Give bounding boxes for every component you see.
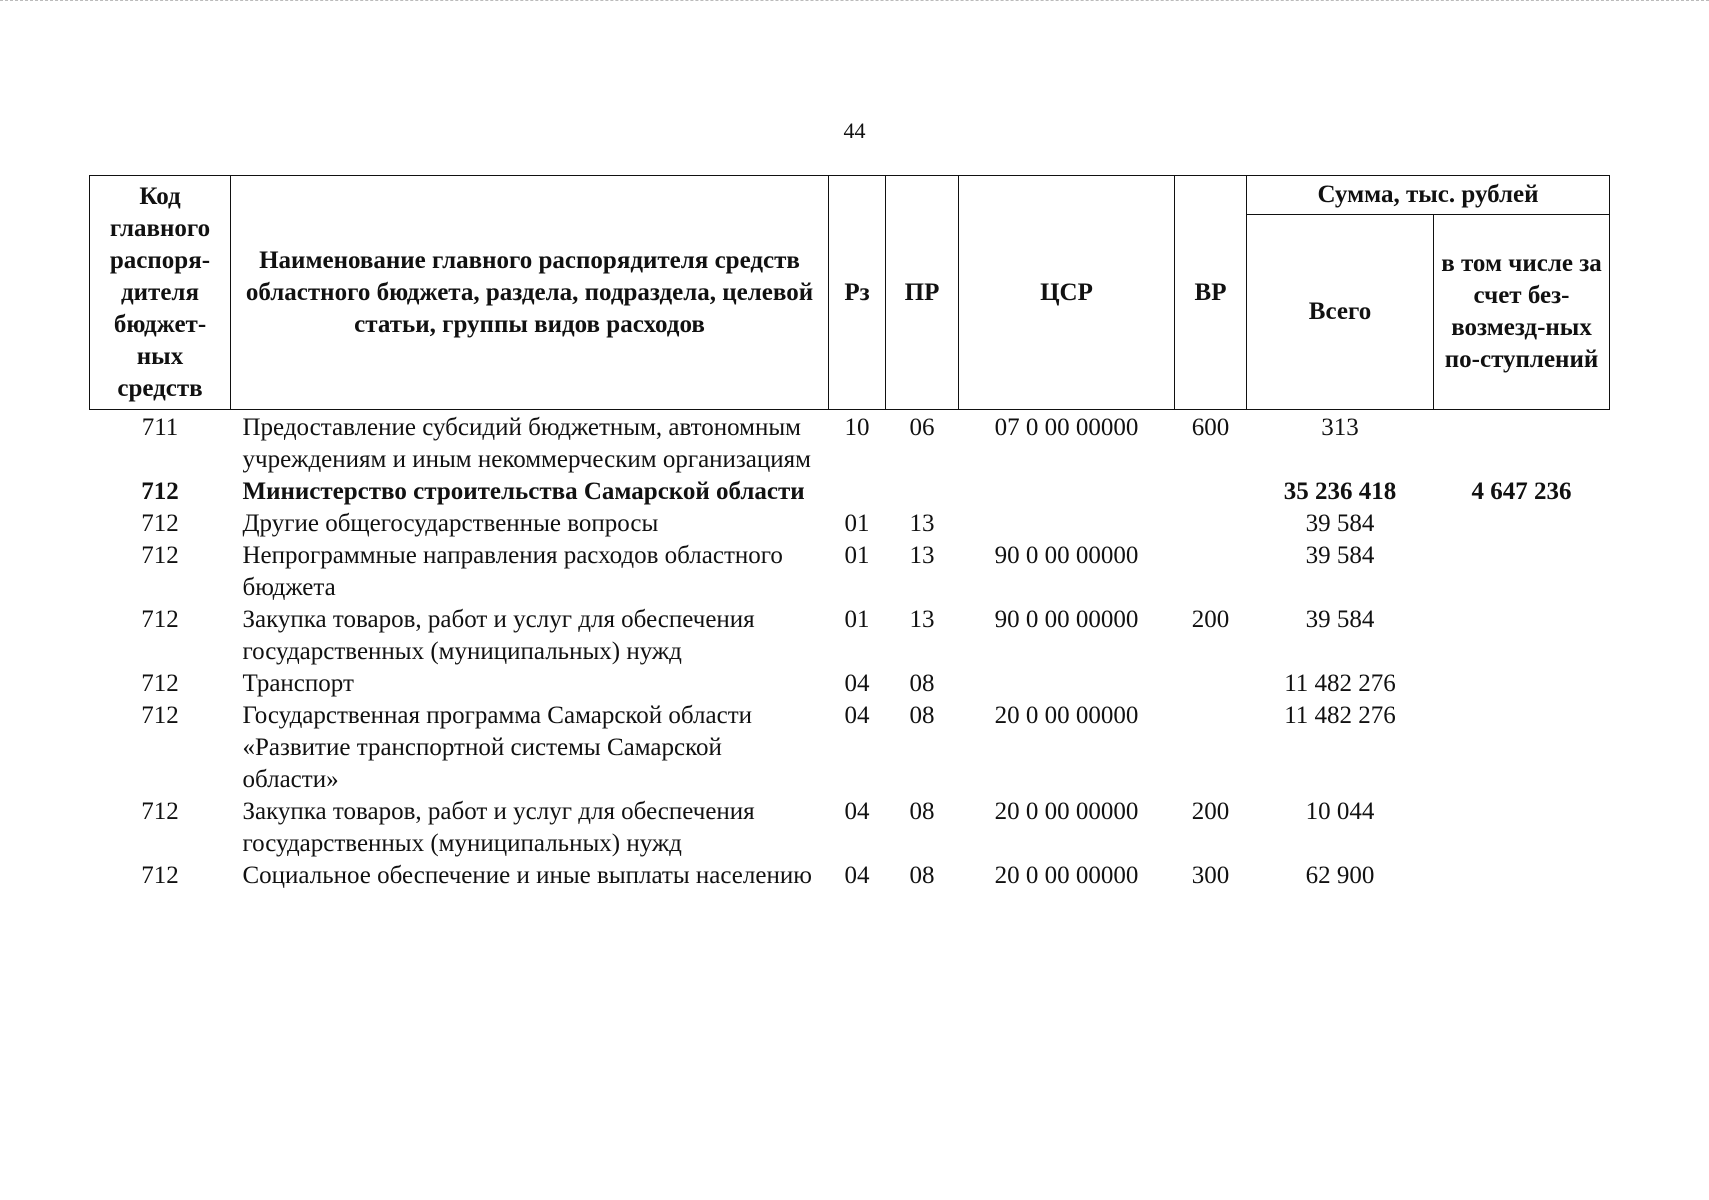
cell-grants: [1434, 410, 1610, 477]
table-row: [90, 604, 1610, 668]
cell-pr: 13: [909, 510, 935, 537]
cell-pr: 06: [909, 414, 935, 441]
cell-grants: [1434, 540, 1610, 604]
header-sum: Сумма, тыс. рублей: [1247, 176, 1610, 215]
header-rz: Рз: [829, 176, 886, 410]
header-grants: в том числе за счет без-возмезд-ных по-ступлений: [1434, 215, 1610, 410]
cell-grants: [1434, 860, 1610, 892]
cell-grants: [1434, 668, 1610, 700]
cell-total: 39 584: [1305, 542, 1375, 569]
page-number: 44: [843, 118, 866, 143]
table-row: [90, 508, 1610, 540]
cell-vr: [1175, 700, 1247, 796]
cell-pr: [886, 476, 959, 508]
cell-rz: 01: [844, 606, 870, 633]
cell-grants: 4 647 236: [1471, 478, 1572, 505]
cell-rz: 01: [844, 510, 870, 537]
cell-csr: 07 0 00 00000: [994, 414, 1139, 441]
cell-total: 11 482 276: [1284, 670, 1396, 697]
cell-code: 712: [141, 542, 179, 569]
cell-rz: 04: [844, 798, 870, 825]
cell-name: Закупка товаров, работ и услуг для обеспечения государственных (муниципальных) нужд: [242, 606, 755, 665]
cell-code: 712: [141, 702, 179, 729]
cell-csr: 20 0 00 00000: [994, 862, 1139, 889]
cell-name: Предоставление субсидий бюджетным, автономным учреждениям и иным некоммерческим организациям: [242, 414, 811, 473]
header-pr: ПР: [886, 176, 959, 410]
cell-name: Социальное обеспечение и иные выплаты населению: [242, 862, 812, 889]
cell-pr: 08: [909, 702, 935, 729]
table-row: [90, 410, 1610, 477]
cell-vr: [1175, 476, 1247, 508]
cell-code: 712: [141, 798, 179, 825]
cell-vr: 300: [1191, 862, 1230, 889]
header-total: Всего: [1247, 215, 1434, 410]
cell-name: Государственная программа Самарской области «Развитие транспортной системы Самарской области»: [242, 702, 752, 793]
cell-name: Непрограммные направления расходов областного бюджета: [242, 542, 783, 601]
cell-rz: [829, 476, 886, 508]
cell-csr: 20 0 00 00000: [994, 798, 1139, 825]
cell-code: 712: [141, 478, 179, 505]
table-body: [90, 410, 1610, 893]
header-vr: ВР: [1175, 176, 1247, 410]
table-row: [90, 860, 1610, 892]
budget-table: [89, 175, 1610, 892]
cell-rz: 10: [844, 414, 870, 441]
table-header: [90, 176, 1610, 410]
cell-vr: [1175, 668, 1247, 700]
cell-csr: [959, 508, 1175, 540]
cell-csr: 90 0 00 00000: [994, 606, 1139, 633]
cell-pr: 08: [909, 670, 935, 697]
cell-rz: 04: [844, 670, 870, 697]
cell-grants: [1434, 796, 1610, 860]
cell-pr: 08: [909, 862, 935, 889]
cell-code: 712: [141, 862, 179, 889]
cell-pr: 13: [909, 606, 935, 633]
cell-code: 712: [141, 670, 179, 697]
table-row: [90, 540, 1610, 604]
header-name: Наименование главного распорядителя средств областного бюджета, раздела, подраздела, целевой статьи, группы видов расходов: [231, 176, 829, 410]
cell-grants: [1434, 508, 1610, 540]
cell-pr: 08: [909, 798, 935, 825]
cell-total: 62 900: [1305, 862, 1375, 889]
cell-total: 39 584: [1305, 510, 1375, 537]
cell-csr: [959, 476, 1175, 508]
cell-total: 313: [1321, 414, 1359, 441]
cell-name: Закупка товаров, работ и услуг для обеспечения государственных (муниципальных) нужд: [242, 798, 755, 857]
cell-vr: 200: [1191, 798, 1230, 825]
cell-pr: 13: [909, 542, 935, 569]
header-csr: ЦСР: [959, 176, 1175, 410]
table-row: [90, 796, 1610, 860]
cell-code: 711: [141, 414, 179, 441]
cell-vr: 600: [1191, 414, 1230, 441]
cell-csr: 90 0 00 00000: [994, 542, 1139, 569]
cell-code: 712: [141, 510, 179, 537]
cell-grants: [1434, 700, 1610, 796]
header-code: Код главного распоря-дителя бюджет-ных средств: [90, 176, 231, 410]
cell-name: Другие общегосударственные вопросы: [242, 510, 659, 537]
table-row: [90, 668, 1610, 700]
scan-top-edge: [0, 0, 1709, 5]
cell-rz: 04: [844, 862, 870, 889]
cell-vr: [1175, 508, 1247, 540]
cell-vr: 200: [1191, 606, 1230, 633]
cell-name: Транспорт: [242, 670, 354, 697]
cell-code: 712: [141, 606, 179, 633]
cell-total: 10 044: [1305, 798, 1375, 825]
cell-rz: 04: [844, 702, 870, 729]
cell-total: 39 584: [1305, 606, 1375, 633]
table-row: [90, 700, 1610, 796]
cell-total: 11 482 276: [1284, 702, 1396, 729]
cell-vr: [1175, 540, 1247, 604]
cell-csr: 20 0 00 00000: [994, 702, 1139, 729]
cell-rz: 01: [844, 542, 870, 569]
cell-csr: [959, 668, 1175, 700]
cell-name: Министерство строительства Самарской области: [242, 478, 805, 505]
cell-grants: [1434, 604, 1610, 668]
table-row: [90, 476, 1610, 508]
cell-total: 35 236 418: [1283, 478, 1397, 505]
